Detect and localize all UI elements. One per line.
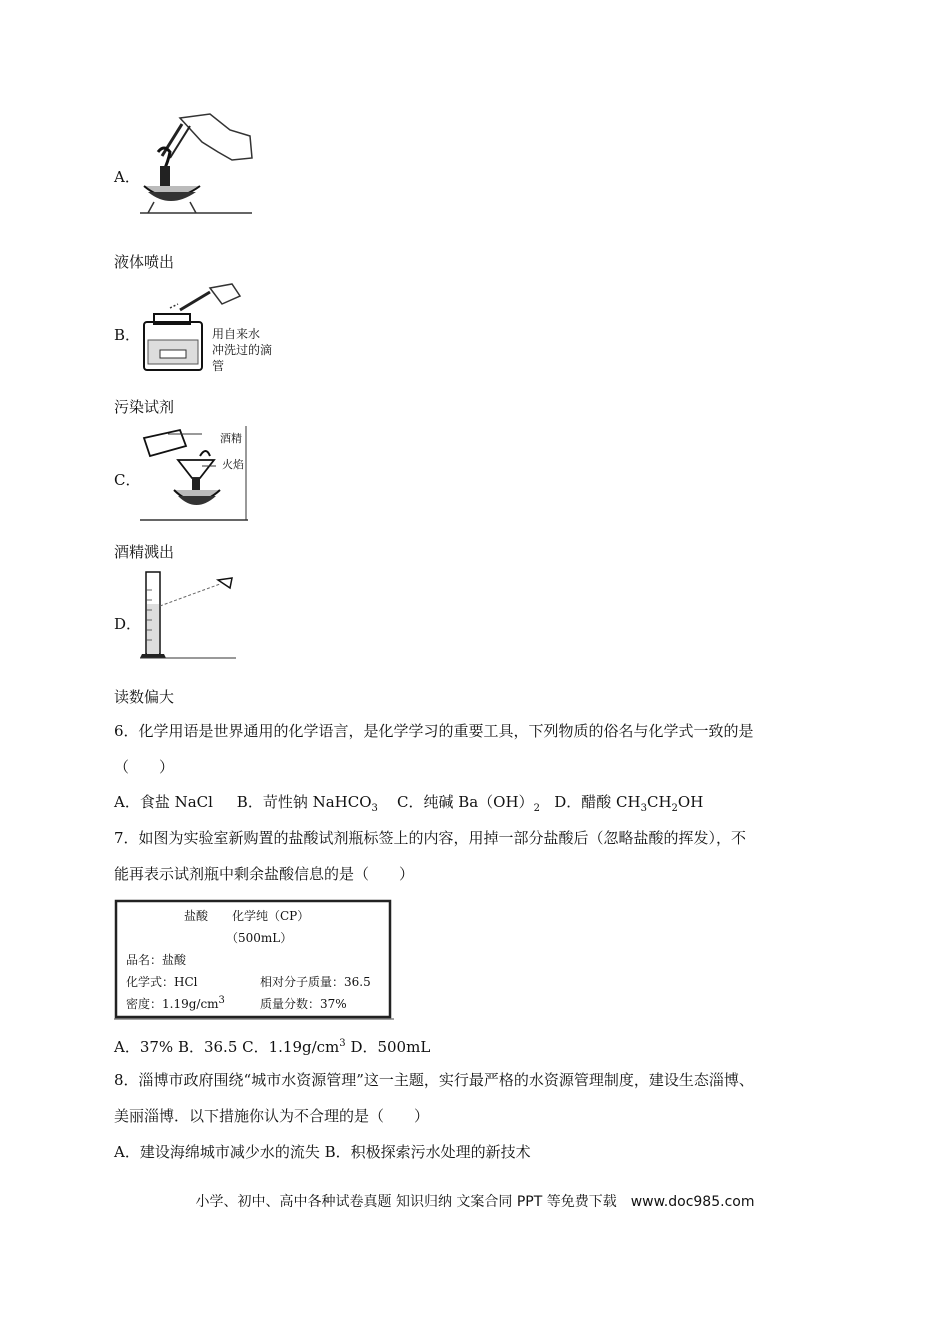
option-b-letter: B． (114, 326, 141, 344)
label-title: 盐酸 化学纯（CP） (184, 909, 310, 923)
reagent-label-figure (114, 899, 394, 1021)
label-mass-fraction: 质量分数：37% (260, 997, 347, 1011)
dropper-contamination-figure (140, 282, 275, 374)
figure-c-text-2: 火焰 (222, 458, 244, 471)
q8-stem-line1: 8．淄博市政府围绕“城市水资源管理”这一主题，实行最严格的水资源管理制度，建设生态淄博、 (114, 1071, 754, 1089)
q8-options: A．建设海绵城市减少水的流失 B．积极探索污水处理的新技术 (114, 1143, 531, 1161)
q7-stem-line2: 能再表示试剂瓶中剩余盐酸信息的是（ ） (114, 865, 415, 883)
option-a-letter: A． (114, 168, 140, 186)
figure-b-text-1: 用自来水 (212, 327, 261, 341)
alcohol-lamp-figure (140, 426, 250, 522)
figure-b-text-2: 冲洗过的滴管 (212, 343, 273, 373)
figure-c-text-1: 酒精 (220, 432, 242, 445)
option-b-caption: 污染试剂 (114, 398, 175, 416)
q6-option-c: C．纯碱 $Ba(OH)_2$ (396, 793, 540, 814)
q6-option-d: D．醋酸 $CH_3CH_2OH$ (554, 793, 704, 814)
option-d-letter: D． (114, 615, 142, 633)
label-volume: （500mL） (226, 931, 293, 945)
q6-stem-line1: 6．化学用语是世界通用的化学语言，是化学学习的重要工具，下列物质的俗名与化学式一致的是 (114, 722, 754, 740)
option-a-caption: 液体喷出 (114, 253, 175, 271)
q7-options: A．37% B．36.5 C．$1.19g/cm^3$ D．500mL (114, 1038, 431, 1056)
option-c-letter: C． (114, 471, 141, 489)
q8-stem-line2: 美丽淄博．以下措施你认为不合理的是（ ） (114, 1107, 430, 1125)
q6-option-b: B．苛性钠 NaHCO$_3$ (236, 793, 378, 814)
option-d-caption: 读数偏大 (114, 688, 175, 706)
q7-stem-line1: 7．如图为实验室新购置的盐酸试剂瓶标签上的内容，用掉一部分盐酸后（忽略盐酸的挥发），不 (114, 829, 747, 847)
evaporation-spray-figure (140, 112, 255, 216)
q6-stem-line2: （ ） (114, 758, 175, 776)
option-c-caption: 酒精溅出 (114, 543, 175, 561)
label-formula: 化学式：HCl (126, 975, 198, 989)
q6-option-a: A．食盐 NaCl (114, 793, 213, 811)
label-name: 品名：盐酸 (126, 953, 187, 967)
label-density: 密度：$1.19g/cm^3$ (126, 995, 225, 1011)
graduated-cylinder-figure (140, 570, 240, 660)
page-footer: 小学、初中、高中各种试卷真题 知识归纳 文案合同 PPT 等免费下载 www.doc985.com (195, 1194, 755, 1210)
q6-options (114, 791, 703, 820)
label-molar-mass: 相对分子质量：36.5 (260, 975, 371, 989)
